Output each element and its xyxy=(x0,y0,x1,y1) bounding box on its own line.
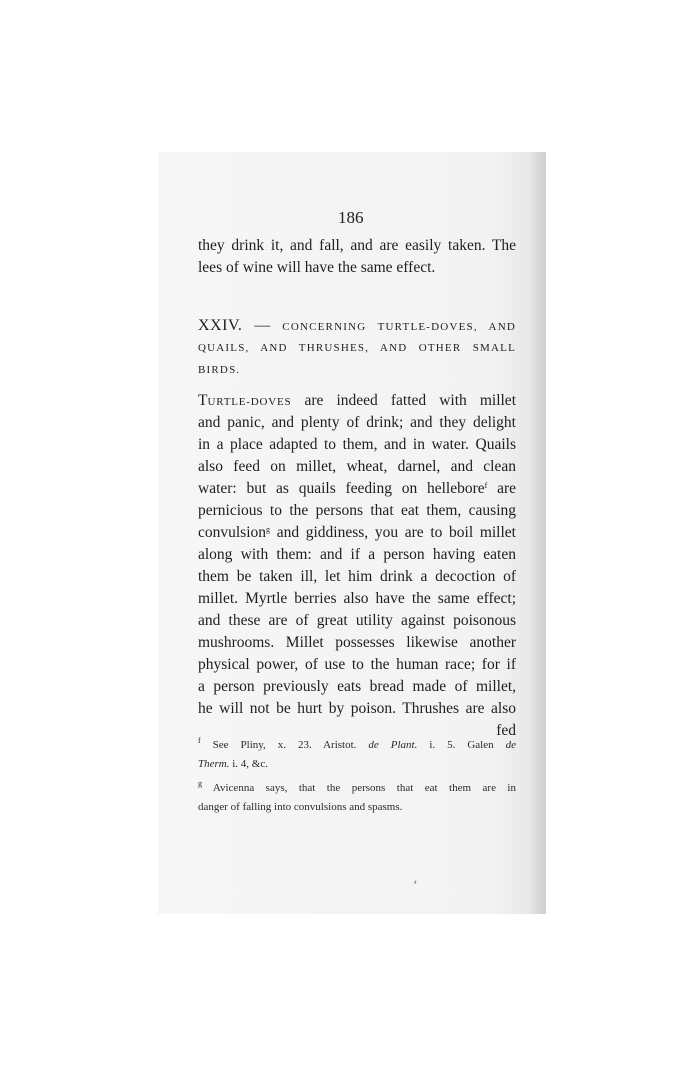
catchword: fed xyxy=(496,722,516,739)
footnote-ref-g: g xyxy=(266,525,271,534)
small-caps-initial: T xyxy=(198,392,208,409)
body-line: a person previously eats bread made of millet, xyxy=(198,678,516,695)
footnote-italic: de xyxy=(505,739,516,751)
footnote-f-cont xyxy=(198,755,516,774)
body-line: also feed on millet, wheat, darnel, and clean xyxy=(198,458,516,475)
body-line: physical power, of use to the human race; for if xyxy=(198,656,516,673)
body-line: mushrooms. Millet possesses likewise another xyxy=(198,634,516,651)
footnote-italic: Therm. xyxy=(198,758,230,770)
footnote-marker: f xyxy=(198,736,201,745)
section-paragraph xyxy=(198,390,516,742)
footnote-text: i. 5. Galen xyxy=(417,739,506,751)
body-line: millet. Myrtle berries also have the same effect; xyxy=(198,590,516,607)
footnote-text: i. 4, &c. xyxy=(229,758,268,770)
body-line: and these are of great utility against poisonous xyxy=(198,612,516,629)
section-number: XXIV. — xyxy=(198,317,271,334)
heading-text: BIRDS. xyxy=(198,364,241,376)
footnotes xyxy=(198,736,516,817)
page-number: 186 xyxy=(338,208,364,227)
footnote-italic: de Plant. xyxy=(368,739,418,751)
body-line: in a place adapted to them, and in water. Quails xyxy=(198,436,516,453)
body-text: convulsion xyxy=(198,524,267,541)
body-line: them be taken ill, let him drink a decoction of xyxy=(198,568,516,585)
small-caps-word: URTLE-DOVES xyxy=(207,396,292,408)
body-line: he will not be hurt by poison. Thrushes are also xyxy=(198,700,516,717)
body-line xyxy=(198,478,516,500)
footnote-f xyxy=(198,736,516,755)
body-text: and giddiness, you are to boil millet xyxy=(270,524,516,541)
footnote-g-cont: danger of falling into convulsions and spasms. xyxy=(198,801,403,813)
page-edge-shadow xyxy=(528,152,546,914)
continued-text xyxy=(198,235,516,279)
footnote-text: See Pliny, x. 23. Aristot. xyxy=(200,739,369,751)
body-line: they drink it, and fall, and are easily taken. The xyxy=(198,237,516,254)
footnote-text: Avicenna says, that the persons that eat them are in xyxy=(202,782,516,794)
body-text: are xyxy=(487,480,516,497)
heading-text: QUAILS, AND THRUSHES, AND OTHER SMALL xyxy=(198,342,516,354)
footnote-ref-f: f xyxy=(484,481,488,490)
body-line xyxy=(198,522,516,544)
book-page xyxy=(158,152,546,914)
body-line: along with them: and if a person having eaten xyxy=(198,546,516,563)
heading-text: CONCERNING TURTLE-DOVES, AND xyxy=(282,321,516,333)
body-line: lees of wine will have the same effect. xyxy=(198,259,436,276)
section-heading xyxy=(198,315,516,381)
footnote-marker: g xyxy=(198,779,202,788)
ink-mark: ʻ xyxy=(413,878,418,893)
body-text: are indeed fatted with millet xyxy=(304,392,516,409)
footnote-g xyxy=(198,779,516,798)
body-line: and panic, and plenty of drink; and they delight xyxy=(198,414,516,431)
body-text: water: but as quails feeding on hellebore xyxy=(198,480,485,497)
body-line: pernicious to the persons that eat them, causing xyxy=(198,502,516,519)
